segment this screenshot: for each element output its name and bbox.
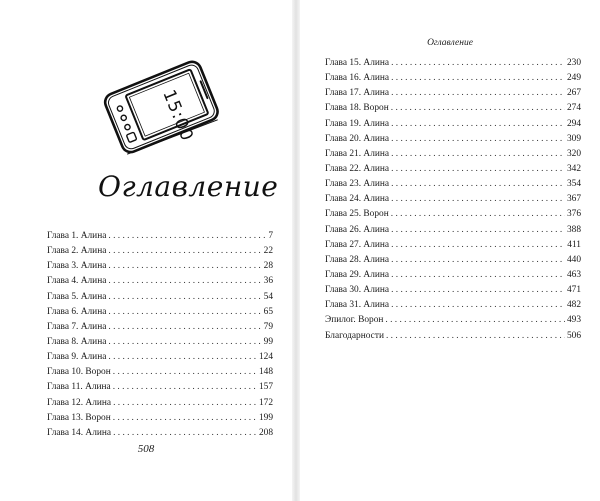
toc-entry	[47, 426, 273, 441]
toc-entry	[325, 56, 581, 71]
toc-entry-label: Глава 26. Алина	[325, 224, 390, 235]
toc-leader-dots	[391, 253, 565, 268]
toc-entry	[325, 268, 581, 283]
toc-entry	[325, 223, 581, 238]
toc-leader-dots	[113, 411, 257, 426]
toc-entry-page: 367	[566, 194, 581, 205]
toc-entry-label: Глава 19. Алина	[325, 118, 390, 129]
toc-entry-label: Благодарности	[325, 330, 384, 341]
toc-entry-page: 199	[258, 412, 273, 423]
toc-entry-label: Глава 9. Алина	[47, 352, 107, 363]
toc-entry-label: Глава 11. Алина	[47, 382, 111, 393]
toc-entry-page: 493	[566, 315, 581, 326]
toc-entry	[47, 274, 273, 289]
toc-entry-label: Глава 30. Алина	[325, 285, 390, 296]
toc-leader-dots	[391, 238, 565, 253]
toc-entry-label: Глава 7. Алина	[47, 321, 107, 332]
toc-entry-page: 320	[566, 148, 581, 159]
toc-entry	[325, 162, 581, 177]
toc-leader-dots	[386, 329, 565, 344]
toc-entry-label: Глава 14. Алина	[47, 427, 112, 438]
toc-entry-label: Глава 16. Алина	[325, 73, 390, 84]
toc-leader-dots	[108, 259, 261, 274]
toc-leader-dots	[108, 229, 266, 244]
toc-leader-dots	[113, 396, 257, 411]
toc-entry	[325, 86, 581, 101]
toc-entry-page: 124	[258, 352, 273, 363]
toc-entry-label: Глава 25. Ворон	[325, 209, 389, 220]
toc-leader-dots	[391, 268, 565, 283]
toc-entry	[47, 365, 273, 380]
toc-entry-page: 7	[268, 231, 273, 241]
smartphone-drawing	[96, 50, 226, 162]
toc-leader-dots	[391, 298, 565, 313]
toc-entry	[325, 298, 581, 313]
toc-leader-dots	[108, 305, 261, 320]
toc-entry	[47, 290, 273, 305]
left-page	[0, 0, 292, 501]
toc-entry-page: 482	[566, 300, 581, 311]
toc-entry-label: Глава 21. Алина	[325, 148, 390, 159]
toc-leader-dots	[108, 274, 261, 289]
toc-leader-dots	[391, 86, 565, 101]
toc-entry-page: 36	[263, 276, 273, 287]
toc-entry-page: 99	[263, 336, 273, 347]
toc-leader-dots	[108, 290, 261, 305]
toc-leader-dots	[391, 101, 565, 116]
toc-entry-label: Глава 29. Алина	[325, 269, 390, 280]
toc-entry-label: Глава 12. Алина	[47, 397, 112, 408]
toc-entry-label: Глава 15. Алина	[325, 58, 390, 68]
toc-entry	[47, 259, 273, 274]
toc-entry-label: Глава 5. Алина	[47, 291, 107, 302]
toc-entry	[47, 350, 273, 365]
toc-entry-page: 22	[263, 246, 273, 257]
toc-entry-page: 208	[258, 427, 273, 438]
toc-entry-label: Глава 6. Алина	[47, 306, 107, 317]
toc-leader-dots	[391, 162, 565, 177]
toc-entry	[325, 132, 581, 147]
toc-entry	[325, 238, 581, 253]
toc-entry-page: 463	[566, 269, 581, 280]
toc-leader-dots	[391, 132, 565, 147]
toc-entry	[325, 283, 581, 298]
toc-entry	[325, 253, 581, 268]
toc-leader-dots	[391, 56, 565, 71]
toc-leader-dots	[391, 223, 565, 238]
toc-entry-page: 230	[566, 58, 581, 68]
toc-leader-dots	[391, 283, 565, 298]
toc-entry	[325, 313, 581, 328]
toc-entry-label: Глава 3. Алина	[47, 261, 107, 272]
toc-entry-page: 157	[258, 382, 273, 393]
toc-entry	[325, 329, 581, 344]
toc-entry	[325, 177, 581, 192]
toc-entry	[325, 71, 581, 86]
toc-leader-dots	[108, 335, 261, 350]
toc-leader-dots	[113, 426, 257, 441]
toc-leader-dots	[113, 365, 257, 380]
phone-clock-text: 15:00	[158, 86, 198, 145]
toc-list-right	[325, 56, 581, 344]
toc-leader-dots	[385, 313, 565, 328]
toc-leader-dots	[108, 320, 261, 335]
toc-entry-page: 148	[258, 367, 273, 378]
toc-entry-label: Глава 31. Алина	[325, 300, 390, 311]
toc-leader-dots	[391, 177, 565, 192]
toc-leader-dots	[391, 207, 565, 222]
toc-entry-label: Глава 13. Ворон	[47, 412, 111, 423]
toc-entry-page: 354	[566, 179, 581, 190]
toc-entry-label: Глава 23. Алина	[325, 179, 390, 190]
toc-entry	[47, 320, 273, 335]
toc-entry-page: 411	[567, 239, 581, 250]
toc-entry	[47, 335, 273, 350]
toc-entry	[325, 147, 581, 162]
toc-entry-page: 506	[566, 330, 581, 341]
toc-entry	[47, 411, 273, 426]
toc-entry-label: Эпилог. Ворон	[325, 315, 384, 326]
toc-entry	[325, 117, 581, 132]
toc-leader-dots	[391, 71, 565, 86]
toc-entry-label: Глава 27. Алина	[325, 239, 390, 250]
book-gutter	[292, 0, 300, 501]
toc-entry-page: 440	[566, 254, 581, 265]
toc-entry	[47, 229, 273, 244]
toc-entry-label: Глава 4. Алина	[47, 276, 107, 287]
toc-entry-label: Глава 20. Алина	[325, 133, 390, 144]
toc-entry-page: 309	[566, 133, 581, 144]
toc-entry	[47, 396, 273, 411]
toc-leader-dots	[391, 192, 565, 207]
toc-entry-label: Глава 1. Алина	[47, 231, 107, 241]
toc-entry-page: 471	[566, 285, 581, 296]
toc-entry-page: 274	[566, 103, 581, 114]
toc-leader-dots	[113, 380, 257, 395]
toc-entry	[325, 207, 581, 222]
toc-entry	[47, 305, 273, 320]
toc-entry-label: Глава 8. Алина	[47, 336, 107, 347]
toc-entry-page: 376	[566, 209, 581, 220]
toc-entry-label: Глава 28. Алина	[325, 254, 390, 265]
toc-entry-page: 249	[566, 73, 581, 84]
toc-title: Оглавление	[98, 170, 279, 203]
toc-leader-dots	[108, 350, 257, 365]
toc-entry-page: 342	[566, 163, 581, 174]
toc-entry-label: Глава 17. Алина	[325, 88, 390, 99]
toc-entry-page: 54	[263, 291, 273, 302]
toc-entry	[47, 380, 273, 395]
toc-entry-page: 388	[566, 224, 581, 235]
toc-entry-page: 294	[566, 118, 581, 129]
toc-leader-dots	[391, 147, 565, 162]
right-page	[300, 0, 600, 501]
toc-entry-label: Глава 24. Алина	[325, 194, 390, 205]
toc-leader-dots	[108, 244, 261, 259]
page-number: 508	[137, 443, 155, 455]
smartphone-icon	[96, 50, 226, 162]
toc-entry-page: 267	[566, 88, 581, 99]
toc-entry-label: Глава 2. Алина	[47, 246, 107, 257]
toc-list-left	[47, 229, 273, 441]
toc-entry-label: Глава 18. Ворон	[325, 103, 389, 114]
toc-entry-page: 65	[263, 306, 273, 317]
toc-entry-page: 79	[263, 321, 273, 332]
toc-entry	[325, 101, 581, 116]
toc-leader-dots	[391, 117, 565, 132]
toc-entry-label: Глава 22. Алина	[325, 163, 390, 174]
toc-entry	[325, 192, 581, 207]
toc-entry-page: 28	[263, 261, 273, 272]
toc-entry-label: Глава 10. Ворон	[47, 367, 111, 378]
toc-entry	[47, 244, 273, 259]
running-head: Оглавление	[427, 38, 473, 48]
toc-entry-page: 172	[258, 397, 273, 408]
